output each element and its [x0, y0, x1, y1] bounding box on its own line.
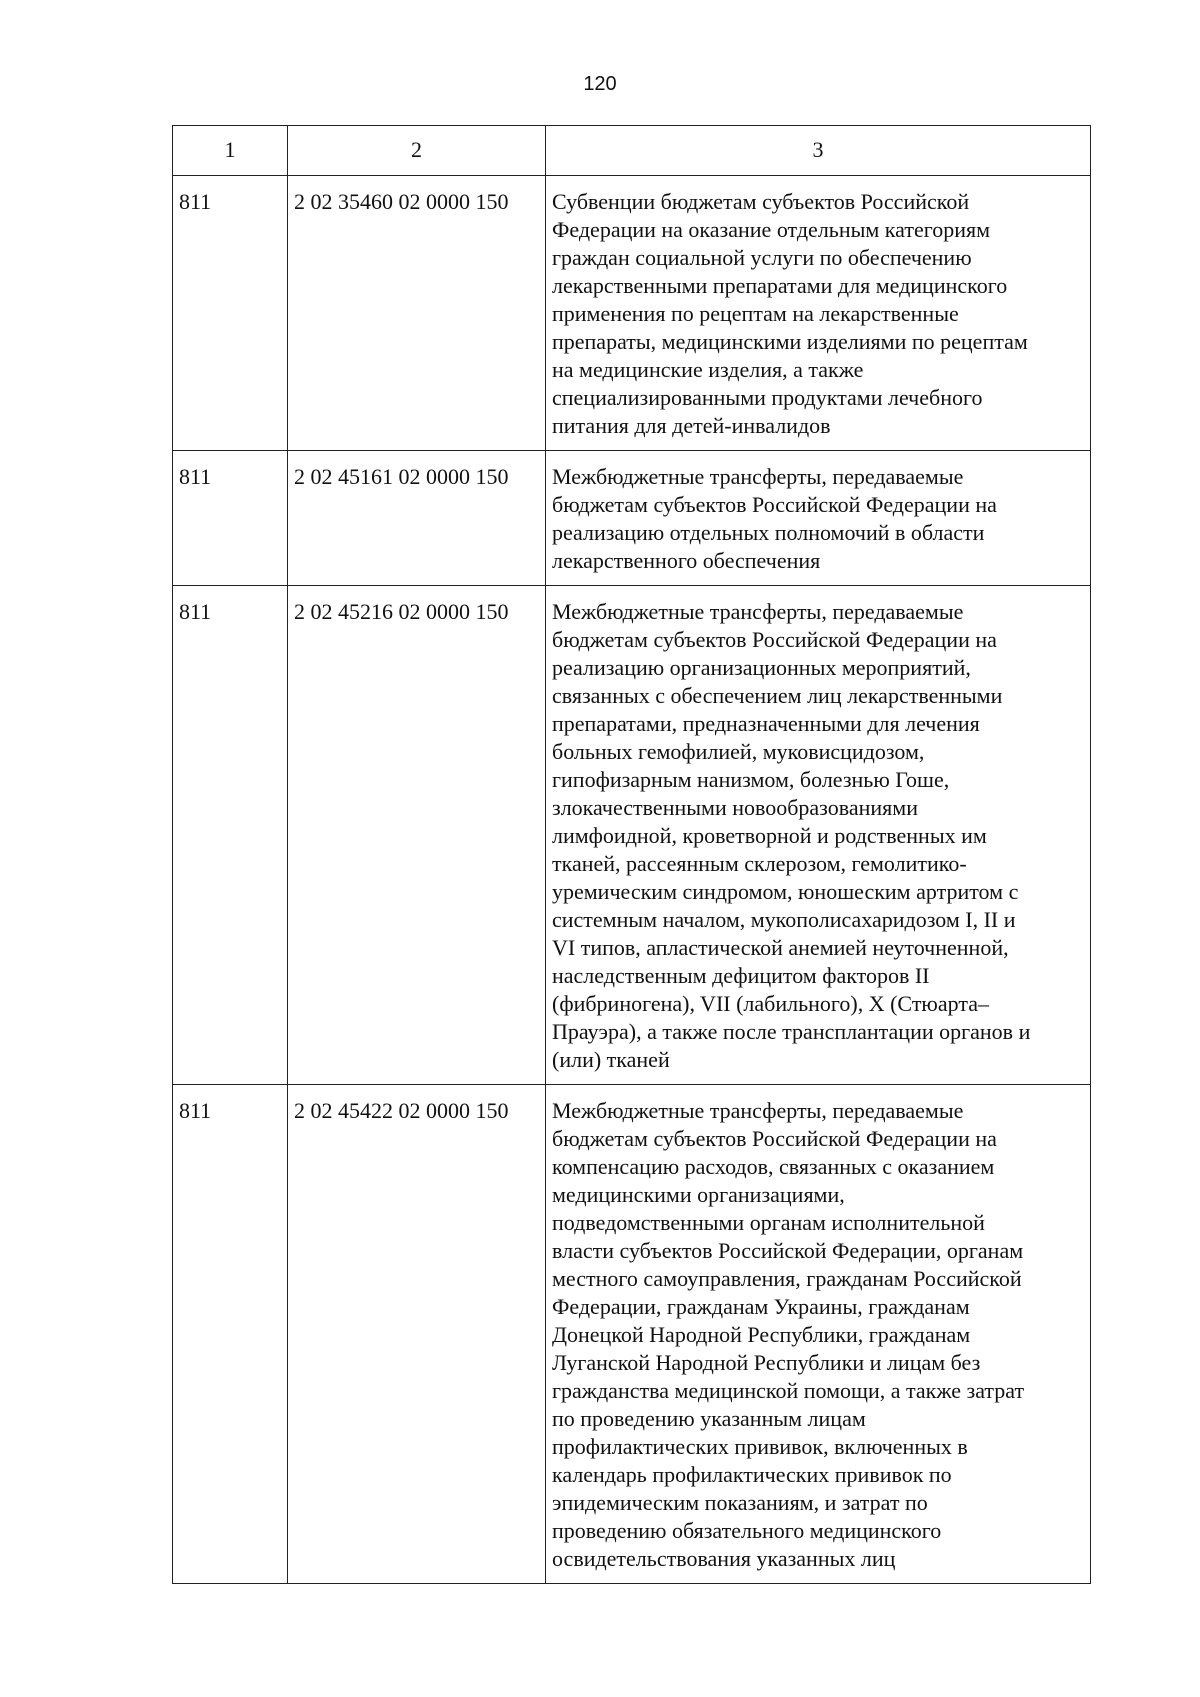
description-line: календарь профилактических прививок по: [552, 1462, 952, 1487]
description-cell: [546, 586, 1091, 1085]
description-line: Луганской Народной Республики и лицам без: [552, 1350, 981, 1375]
description-line: эпидемическим показаниям, и затрат по: [552, 1490, 928, 1515]
description-line: гражданства медицинской помощи, а также затрат: [552, 1378, 1025, 1403]
description-line: проведению обязательного медицинского: [552, 1518, 942, 1543]
description-line: медицинскими организациями,: [552, 1182, 845, 1207]
description-line: злокачественными новообразованиями: [552, 795, 918, 820]
description-line: применения по рецептам на лекарственные: [552, 301, 959, 326]
description-line: бюджетам субъектов Российской Федерации на: [552, 492, 997, 517]
description-line: по проведению указанным лицам: [552, 1406, 866, 1431]
description-line: питания для детей-инвалидов: [552, 413, 831, 438]
budget-code-cell: 2 02 45161 02 0000 150: [288, 451, 546, 586]
description-line: уремическим синдромом, юношеским артритом с: [552, 879, 1019, 904]
description-line: (фибриногена), VII (лабильного), X (Стюарта–: [552, 991, 989, 1016]
description-line: VI типов, апластической анемией неуточненной,: [552, 935, 1009, 960]
description-line: Прауэра), а также после трансплантации органов и: [552, 1019, 1031, 1044]
admin-code-cell: 811: [173, 451, 288, 586]
description-line: лекарственного обеспечения: [552, 548, 821, 573]
admin-code-cell: 811: [173, 176, 288, 451]
description-line: власти субъектов Российской Федерации, органам: [552, 1238, 1024, 1263]
description-line: препараты, медицинскими изделиями по рецептам: [552, 329, 1028, 354]
budget-code-cell: 2 02 45216 02 0000 150: [288, 586, 546, 1085]
description-line: лекарственными препаратами для медицинского: [552, 273, 1008, 298]
description-line: Межбюджетные трансферты, передаваемые: [552, 1098, 964, 1123]
description-line: Субвенции бюджетам субъектов Российской: [552, 189, 970, 214]
description-line: лимфоидной, кроветворной и родственных им: [552, 823, 987, 848]
description-line: граждан социальной услуги по обеспечению: [552, 245, 972, 270]
description-line: системным началом, мукополисахаридозом I, II и: [552, 907, 1016, 932]
description-cell: [546, 176, 1091, 451]
description-line: бюджетам субъектов Российской Федерации на: [552, 1126, 997, 1151]
page-number: 120: [583, 73, 617, 95]
description-line: Межбюджетные трансферты, передаваемые: [552, 599, 964, 624]
description-line: бюджетам субъектов Российской Федерации на: [552, 627, 997, 652]
description-line: Донецкой Народной Республики, гражданам: [552, 1322, 971, 1347]
column-header-2: 2: [288, 126, 546, 176]
description-line: местного самоуправления, гражданам Российской: [552, 1266, 1022, 1291]
budget-codes-table: [172, 125, 1091, 1584]
column-header-1: 1: [173, 126, 288, 176]
column-header-3: 3: [546, 126, 1091, 176]
description-line: больных гемофилией, муковисцидозом,: [552, 739, 925, 764]
description-line: гипофизарным нанизмом, болезнью Гоше,: [552, 767, 950, 792]
admin-code-cell: 811: [173, 1085, 288, 1584]
description-line: Федерации, гражданам Украины, гражданам: [552, 1294, 970, 1319]
table-row: [173, 176, 1091, 451]
description-line: подведомственными органам исполнительной: [552, 1210, 985, 1235]
description-line: Межбюджетные трансферты, передаваемые: [552, 464, 964, 489]
description-line: Федерации на оказание отдельным категориям: [552, 217, 991, 242]
description-line: реализацию отдельных полномочий в области: [552, 520, 985, 545]
budget-code-cell: 2 02 35460 02 0000 150: [288, 176, 546, 451]
description-cell: [546, 451, 1091, 586]
admin-code-cell: 811: [173, 586, 288, 1085]
description-line: (или) тканей: [552, 1047, 670, 1072]
description-line: тканей, рассеянным склерозом, гемолитико-: [552, 851, 967, 876]
description-cell: [546, 1085, 1091, 1584]
description-line: наследственным дефицитом факторов II: [552, 963, 930, 988]
description-line: специализированными продуктами лечебного: [552, 385, 983, 410]
table-row: [173, 1085, 1091, 1584]
table-body: [173, 176, 1091, 1584]
table-header-row: [173, 126, 1091, 176]
description-line: освидетельствования указанных лиц: [552, 1546, 896, 1571]
description-line: профилактических прививок, включенных в: [552, 1434, 968, 1459]
description-line: компенсацию расходов, связанных с оказанием: [552, 1154, 995, 1179]
description-line: реализацию организационных мероприятий,: [552, 655, 971, 680]
table-row: [173, 451, 1091, 586]
description-line: препаратами, предназначенными для лечения: [552, 711, 980, 736]
description-line: на медицинские изделия, а также: [552, 357, 864, 382]
description-line: связанных с обеспечением лиц лекарственными: [552, 683, 1003, 708]
budget-code-cell: 2 02 45422 02 0000 150: [288, 1085, 546, 1584]
table-row: [173, 586, 1091, 1085]
